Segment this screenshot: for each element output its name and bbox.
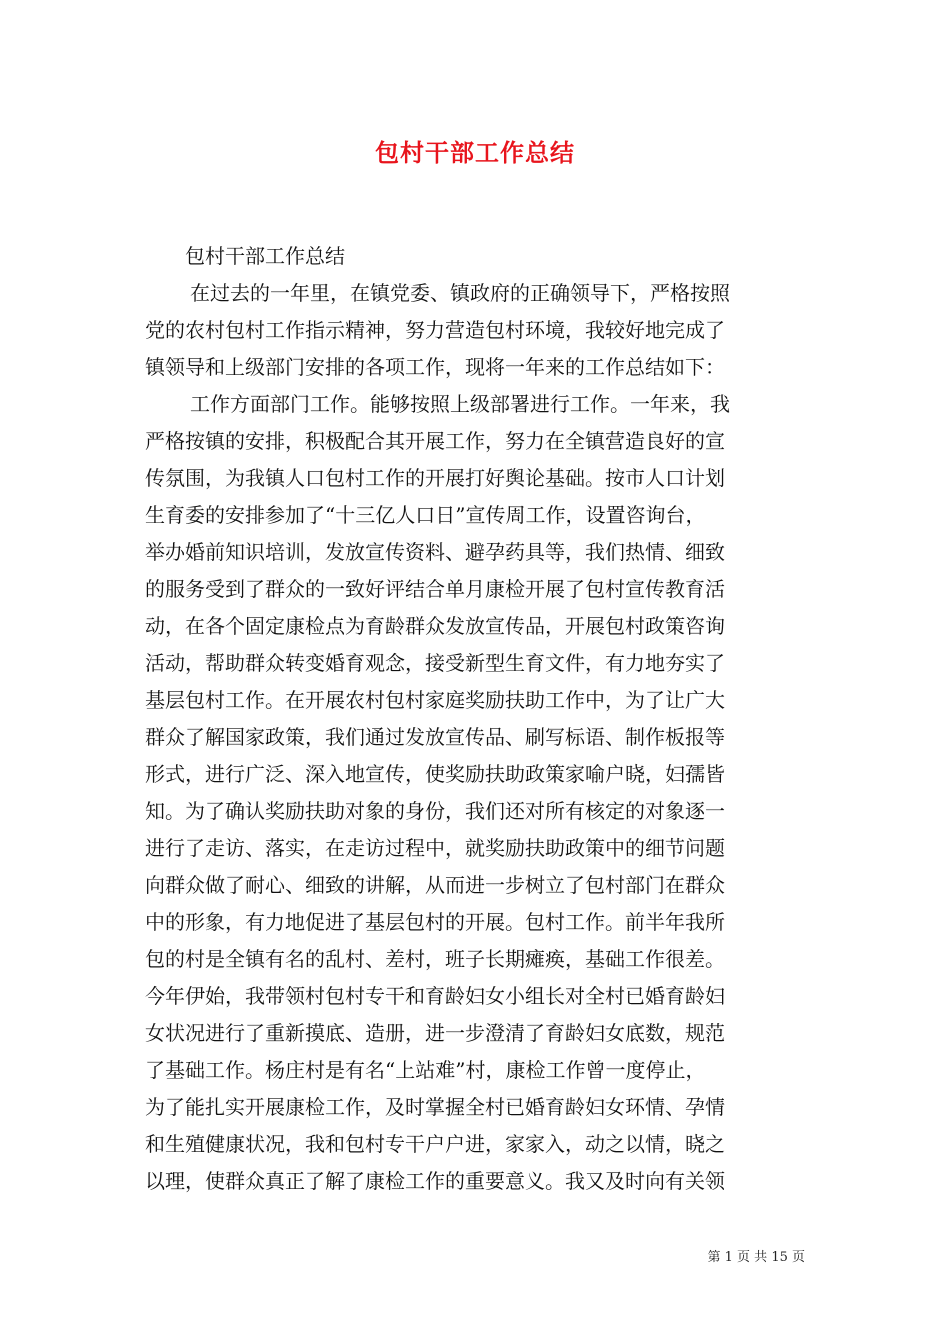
body-line: 严格按镇的安排，积极配合其开展工作，努力在全镇营造良好的宣 [145,429,725,453]
body-line: 传氛围，为我镇人口包村工作的开展打好舆论基础。按市人口计划 [145,466,725,490]
body-line: 基层包村工作。在开展农村包村家庭奖励扶助工作中，为了让广大 [145,688,725,712]
body-line: 和生殖健康状况，我和包村专干户户进，家家入，动之以情，晓之 [145,1132,725,1156]
body-line: 活动，帮助群众转变婚育观念，接受新型生育文件，有力地夯实了 [145,651,725,675]
body-line: 生育委的安排参加了“十三亿人口日”宣传周工作，设置咨询台， [145,503,706,527]
body-line: 中的形象，有力地促进了基层包村的开展。包村工作。前半年我所 [145,910,725,934]
body-line: 的服务受到了群众的一致好评结合单月康检开展了包村宣传教育活 [145,577,725,601]
body-line: 为了能扎实开展康检工作，及时掌握全村已婚育龄妇女环情、孕情 [145,1095,725,1119]
body-line: 以理，使群众真正了解了康检工作的重要意义。我又及时向有关领 [145,1169,725,1193]
body-line: 今年伊始，我带领村包村专干和育龄妇女小组长对全村已婚育龄妇 [145,984,725,1008]
document-body [145,238,809,1200]
body-line: 镇领导和上级部门安排的各项工作，现将一年来的工作总结如下： [145,355,725,379]
body-line: 形式，进行广泛、深入地宣传，使奖励扶助政策家喻户晓，妇孺皆 [145,762,725,786]
page-number: 第 1 页 共 15 页 [707,1250,805,1265]
document-title: 包村干部工作总结 [375,138,575,167]
body-line: 包村干部工作总结 [185,244,345,268]
body-line: 群众了解国家政策，我们通过发放宣传品、刷写标语、制作板报等 [145,725,725,749]
body-line: 在过去的一年里，在镇党委、镇政府的正确领导下，严格按照 [190,281,730,305]
body-line: 党的农村包村工作指示精神，努力营造包村环境，我较好地完成了 [145,318,725,342]
body-line: 了基础工作。杨庄村是有名“上站难”村，康检工作曾一度停止， [145,1058,706,1082]
body-line: 举办婚前知识培训，发放宣传资料、避孕药具等，我们热情、细致 [145,540,725,564]
body-line: 女状况进行了重新摸底、造册，进一步澄清了育龄妇女底数，规范 [145,1021,725,1045]
body-line: 包的村是全镇有名的乱村、差村，班子长期瘫痪，基础工作很差。 [145,947,725,971]
body-line: 进行了走访、落实，在走访过程中，就奖励扶助政策中的细节问题 [145,836,725,860]
body-line: 知。为了确认奖励扶助对象的身份，我们还对所有核定的对象逐一 [145,799,725,823]
body-line: 向群众做了耐心、细致的讲解，从而进一步树立了包村部门在群众 [145,873,725,897]
body-line: 工作方面部门工作。能够按照上级部署进行工作。一年来，我 [190,392,730,416]
body-line: 动，在各个固定康检点为育龄群众发放宣传品，开展包村政策咨询 [145,614,725,638]
